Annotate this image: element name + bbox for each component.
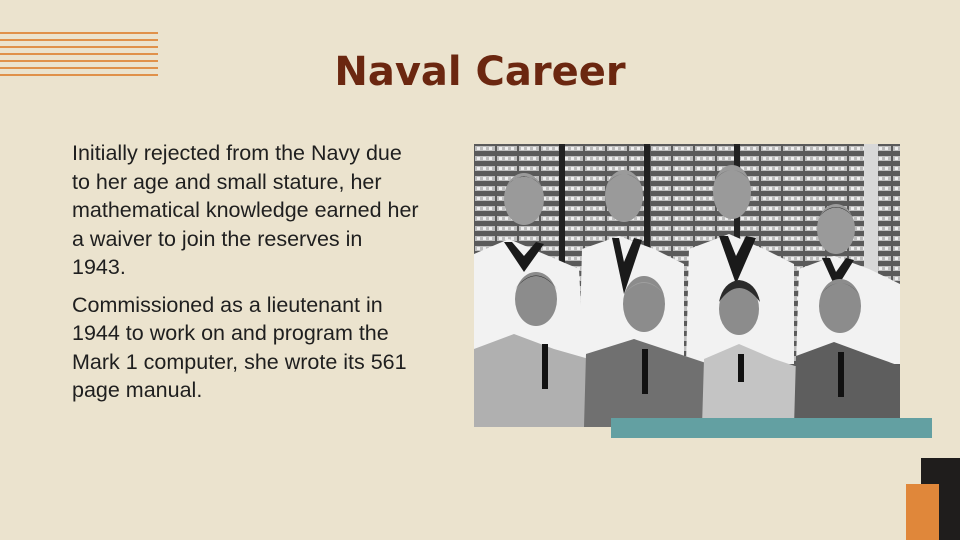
teal-accent-bar bbox=[611, 418, 932, 438]
group-photo bbox=[474, 144, 900, 427]
paragraph-mark1-manual: Commissioned as a lieutenant in 1944 to work on and program the Mark 1 computer, she wrote its 561 page manual. bbox=[72, 292, 407, 402]
group-photo-illustration bbox=[474, 144, 900, 427]
slide-title: Naval Career bbox=[334, 49, 626, 95]
paragraph-navy-waiver: Initially rejected from the Navy due to her age and small stature, her mathematical knowledge earned her a waiver to join the reserves in 1943. bbox=[72, 141, 419, 279]
slide-body bbox=[72, 139, 422, 414]
corner-orange-block bbox=[906, 484, 939, 540]
